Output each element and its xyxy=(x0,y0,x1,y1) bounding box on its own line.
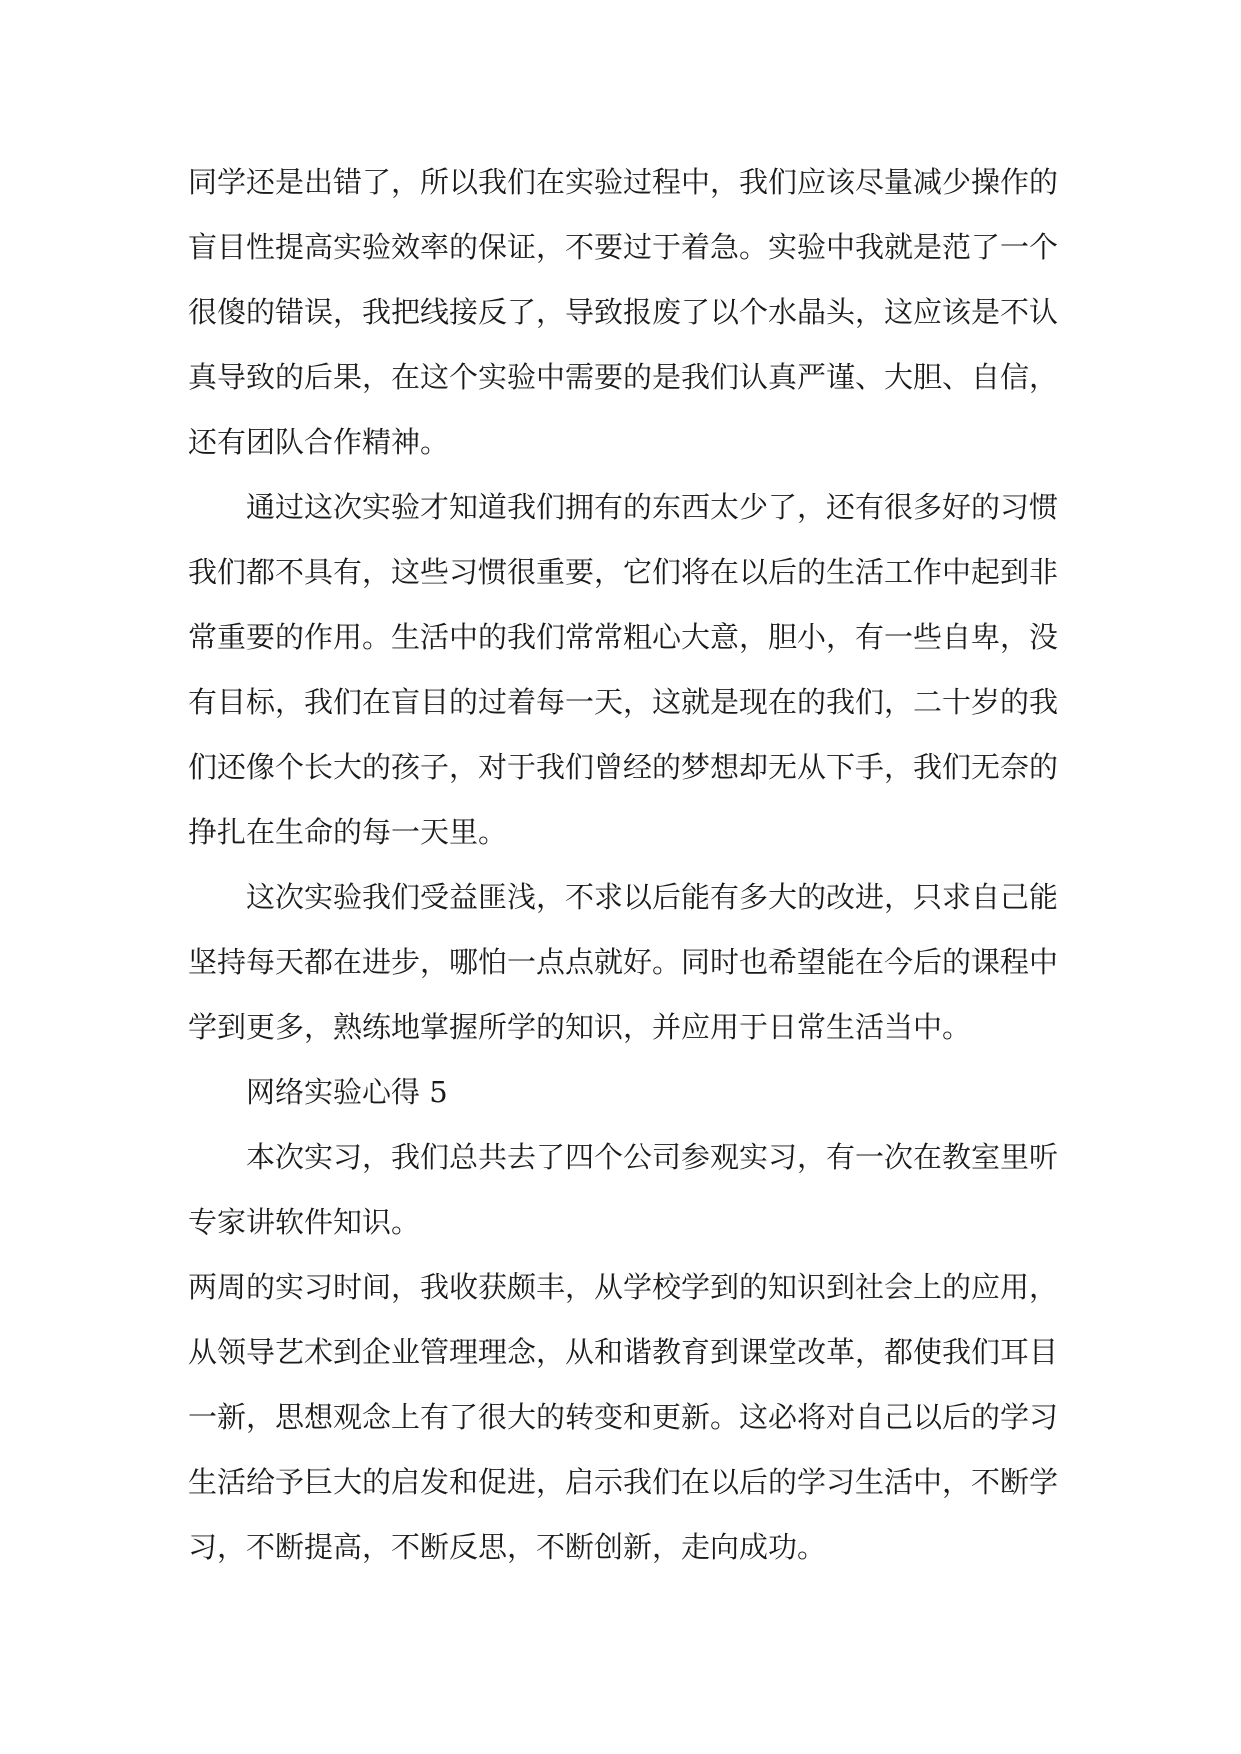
text-line: 有目标，我们在盲目的过着每一天，这就是现在的我们，二十岁的我 xyxy=(188,685,1059,719)
text-line: 常重要的作用。生活中的我们常常粗心大意，胆小，有一些自卑，没 xyxy=(188,620,1059,654)
text-line: 盲目性提高实验效率的保证，不要过于着急。实验中我就是范了一个 xyxy=(188,230,1059,264)
text-line: 挣扎在生命的每一天里。 xyxy=(188,815,508,849)
text-line: 从领导艺术到企业管理理念，从和谐教育到课堂改革，都使我们耳目 xyxy=(188,1335,1059,1369)
text-line: 网络实验心得 5 xyxy=(246,1075,448,1109)
text-line: 专家讲软件知识。 xyxy=(188,1205,421,1239)
text-line: 真导致的后果，在这个实验中需要的是我们认真严谨、大胆、自信， xyxy=(188,360,1059,394)
text-line: 通过这次实验才知道我们拥有的东西太少了，还有很多好的习惯 xyxy=(246,490,1059,524)
text-line: 同学还是出错了，所以我们在实验过程中，我们应该尽量减少操作的 xyxy=(188,165,1059,199)
text-line: 坚持每天都在进步，哪怕一点点就好。同时也希望能在今后的课程中 xyxy=(188,945,1059,979)
text-line: 还有团队合作精神。 xyxy=(188,425,450,459)
text-line: 学到更多，熟练地掌握所学的知识，并应用于日常生活当中。 xyxy=(188,1010,972,1044)
text-line: 一新，思想观念上有了很大的转变和更新。这必将对自己以后的学习 xyxy=(188,1400,1059,1434)
text-line: 这次实验我们受益匪浅，不求以后能有多大的改进，只求自己能 xyxy=(246,880,1059,914)
text-line: 生活给予巨大的启发和促进，启示我们在以后的学习生活中，不断学 xyxy=(188,1465,1059,1499)
text-line: 很傻的错误，我把线接反了，导致报废了以个水晶头，这应该是不认 xyxy=(188,295,1059,329)
text-line: 我们都不具有，这些习惯很重要，它们将在以后的生活工作中起到非 xyxy=(188,555,1059,589)
text-line: 习，不断提高，不断反思，不断创新，走向成功。 xyxy=(188,1530,827,1564)
text-line: 们还像个长大的孩子，对于我们曾经的梦想却无从下手，我们无奈的 xyxy=(188,750,1059,784)
document-body xyxy=(188,150,1058,1580)
text-line: 本次实习，我们总共去了四个公司参观实习，有一次在教室里听 xyxy=(246,1140,1059,1174)
text-line: 两周的实习时间，我收获颇丰，从学校学到的知识到社会上的应用， xyxy=(188,1270,1059,1304)
